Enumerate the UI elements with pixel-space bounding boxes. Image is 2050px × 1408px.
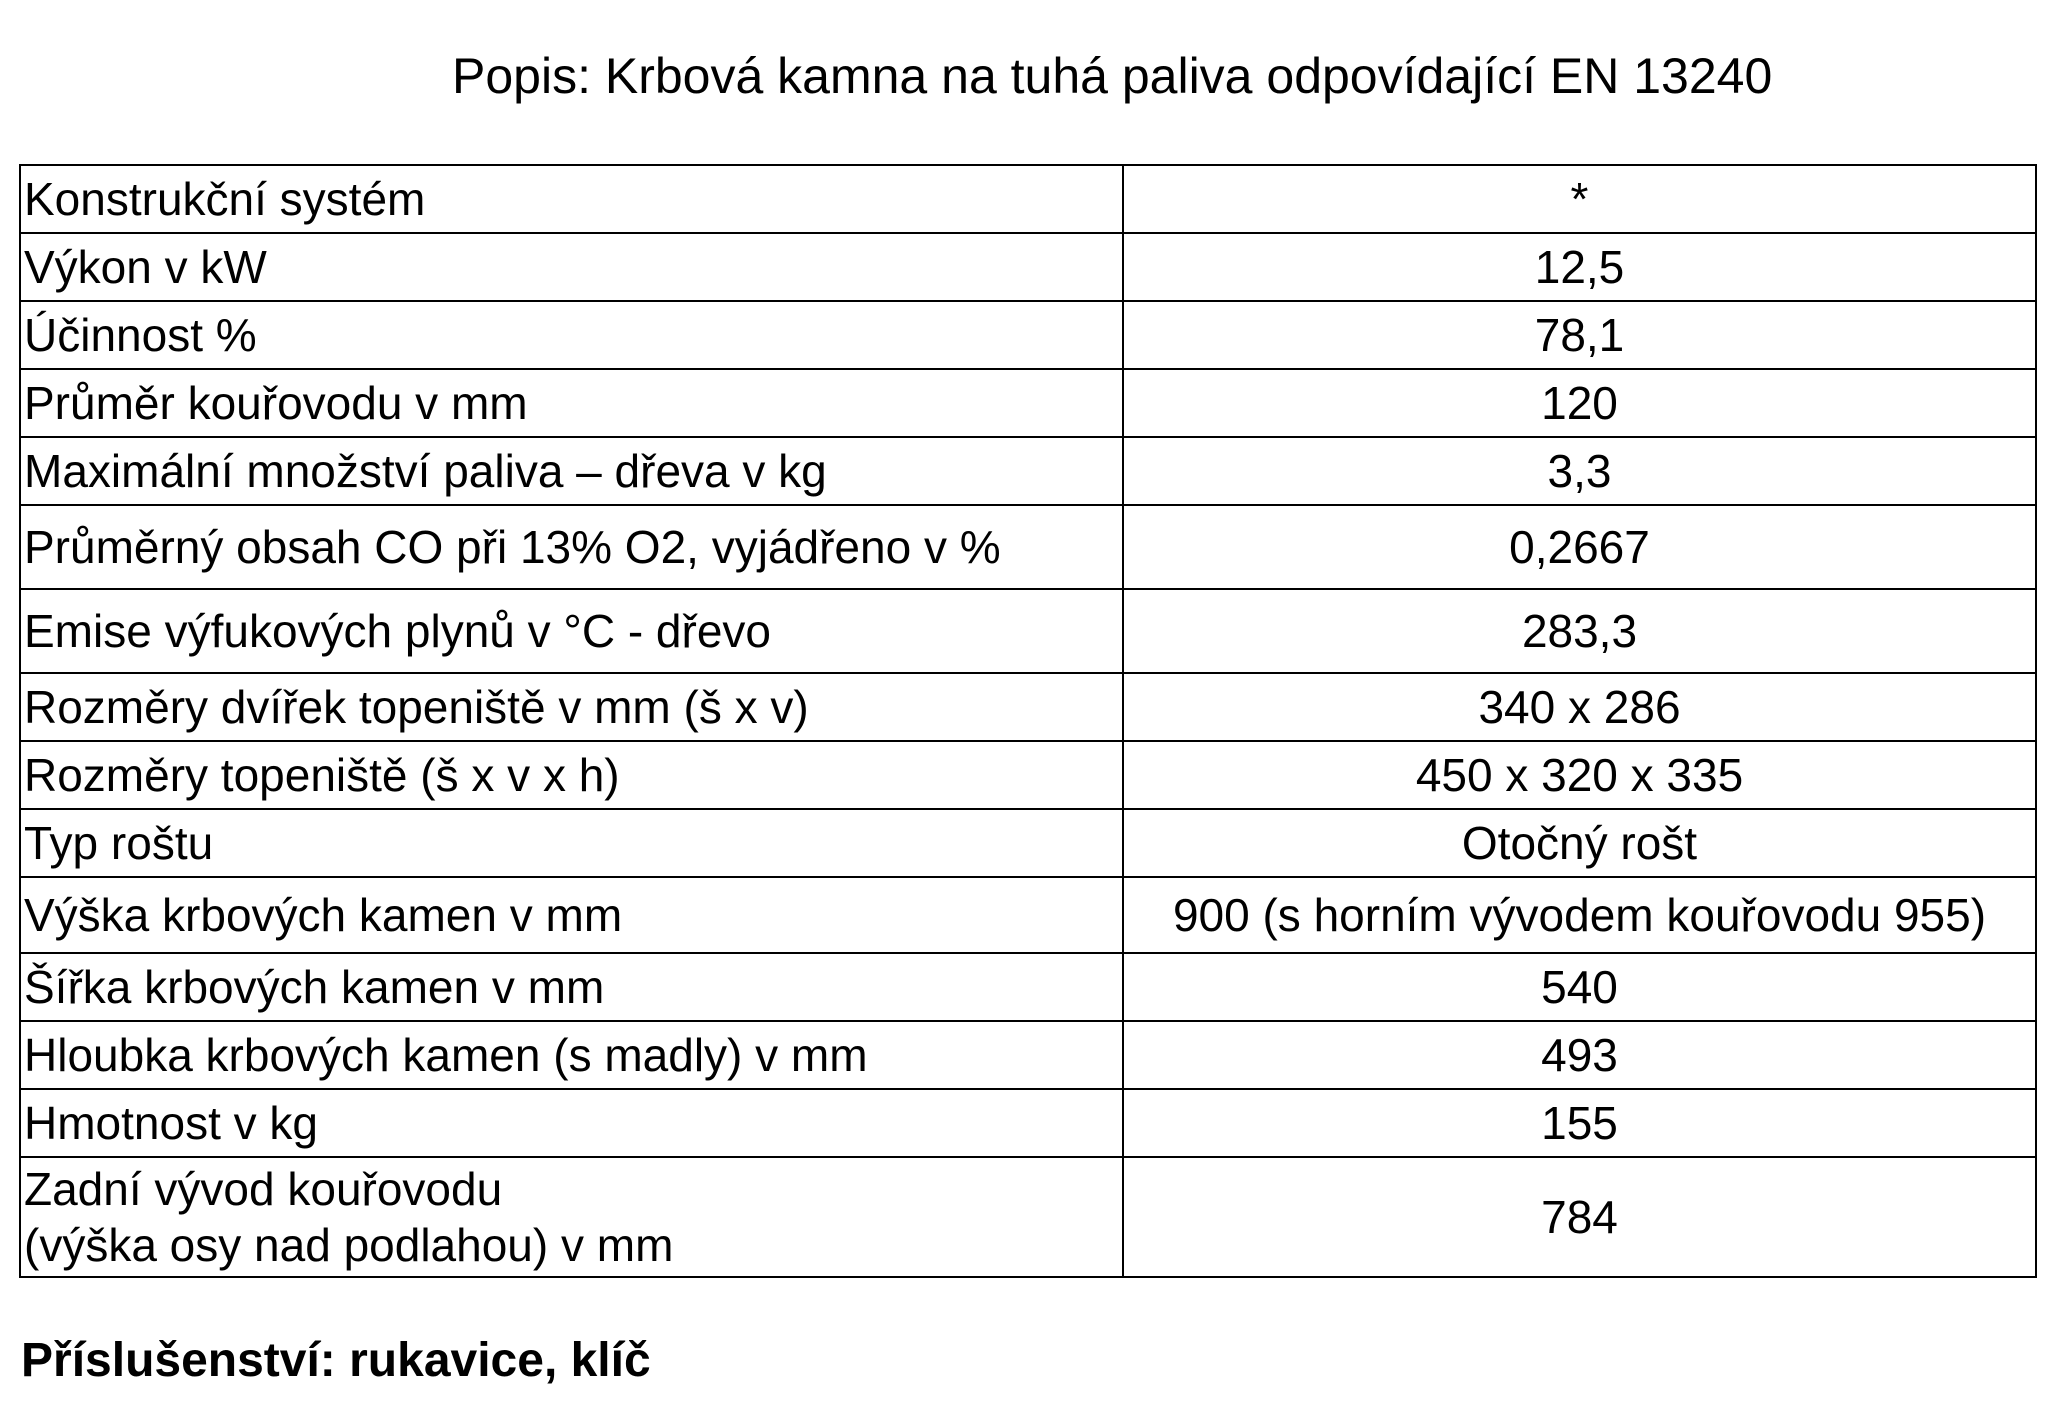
table-row (20, 877, 2036, 953)
table-row (20, 437, 2036, 505)
row-value: Otočný rošt (1123, 809, 2036, 877)
row-label: Výkon v kW (20, 233, 1123, 301)
row-label: Rozměry topeniště (š x v x h) (20, 741, 1123, 809)
row-label: Šířka krbových kamen v mm (20, 953, 1123, 1021)
row-label: Maximální množství paliva – dřeva v kg (20, 437, 1123, 505)
row-label: Průměr kouřovodu v mm (20, 369, 1123, 437)
row-label: Hmotnost v kg (20, 1089, 1123, 1157)
row-value: 12,5 (1123, 233, 2036, 301)
table-row (20, 1021, 2036, 1089)
row-label: Konstrukční systém (20, 165, 1123, 233)
row-value: * (1123, 165, 2036, 233)
row-label (20, 1157, 1123, 1277)
row-value: 784 (1123, 1157, 2036, 1277)
table-row (20, 505, 2036, 589)
row-value: 900 (s horním vývodem kouřovodu 955) (1123, 877, 2036, 953)
table-row (20, 1157, 2036, 1277)
row-label: Průměrný obsah CO při 13% O2, vyjádřeno v % (20, 505, 1123, 589)
row-label: Účinnost % (20, 301, 1123, 369)
row-value: 78,1 (1123, 301, 2036, 369)
row-value: 120 (1123, 369, 2036, 437)
table-row (20, 1089, 2036, 1157)
row-label: Rozměry dvířek topeniště v mm (š x v) (20, 673, 1123, 741)
row-label: Emise výfukových plynů v °C - dřevo (20, 589, 1123, 673)
row-label-line: Zadní vývod kouřovodu (24, 1163, 503, 1215)
row-value: 283,3 (1123, 589, 2036, 673)
row-value: 540 (1123, 953, 2036, 1021)
table-row (20, 741, 2036, 809)
row-label: Typ roštu (20, 809, 1123, 877)
row-label: Výška krbových kamen v mm (20, 877, 1123, 953)
table-row (20, 589, 2036, 673)
row-value: 493 (1123, 1021, 2036, 1089)
table-row (20, 809, 2036, 877)
table-row (20, 233, 2036, 301)
row-value: 155 (1123, 1089, 2036, 1157)
table-row (20, 369, 2036, 437)
row-value: 0,2667 (1123, 505, 2036, 589)
table-row (20, 301, 2036, 369)
row-label-line: (výška osy nad podlahou) v mm (24, 1219, 674, 1271)
spec-table (19, 164, 2037, 1278)
row-value: 340 x 286 (1123, 673, 2036, 741)
accessories-note: Příslušenství: rukavice, klíč (21, 1334, 651, 1387)
table-row (20, 165, 2036, 233)
document-title: Popis: Krbová kamna na tuhá paliva odpovídající EN 13240 (452, 48, 1773, 104)
row-value: 450 x 320 x 335 (1123, 741, 2036, 809)
table-row (20, 953, 2036, 1021)
row-value: 3,3 (1123, 437, 2036, 505)
row-label: Hloubka krbových kamen (s madly) v mm (20, 1021, 1123, 1089)
table-row (20, 673, 2036, 741)
